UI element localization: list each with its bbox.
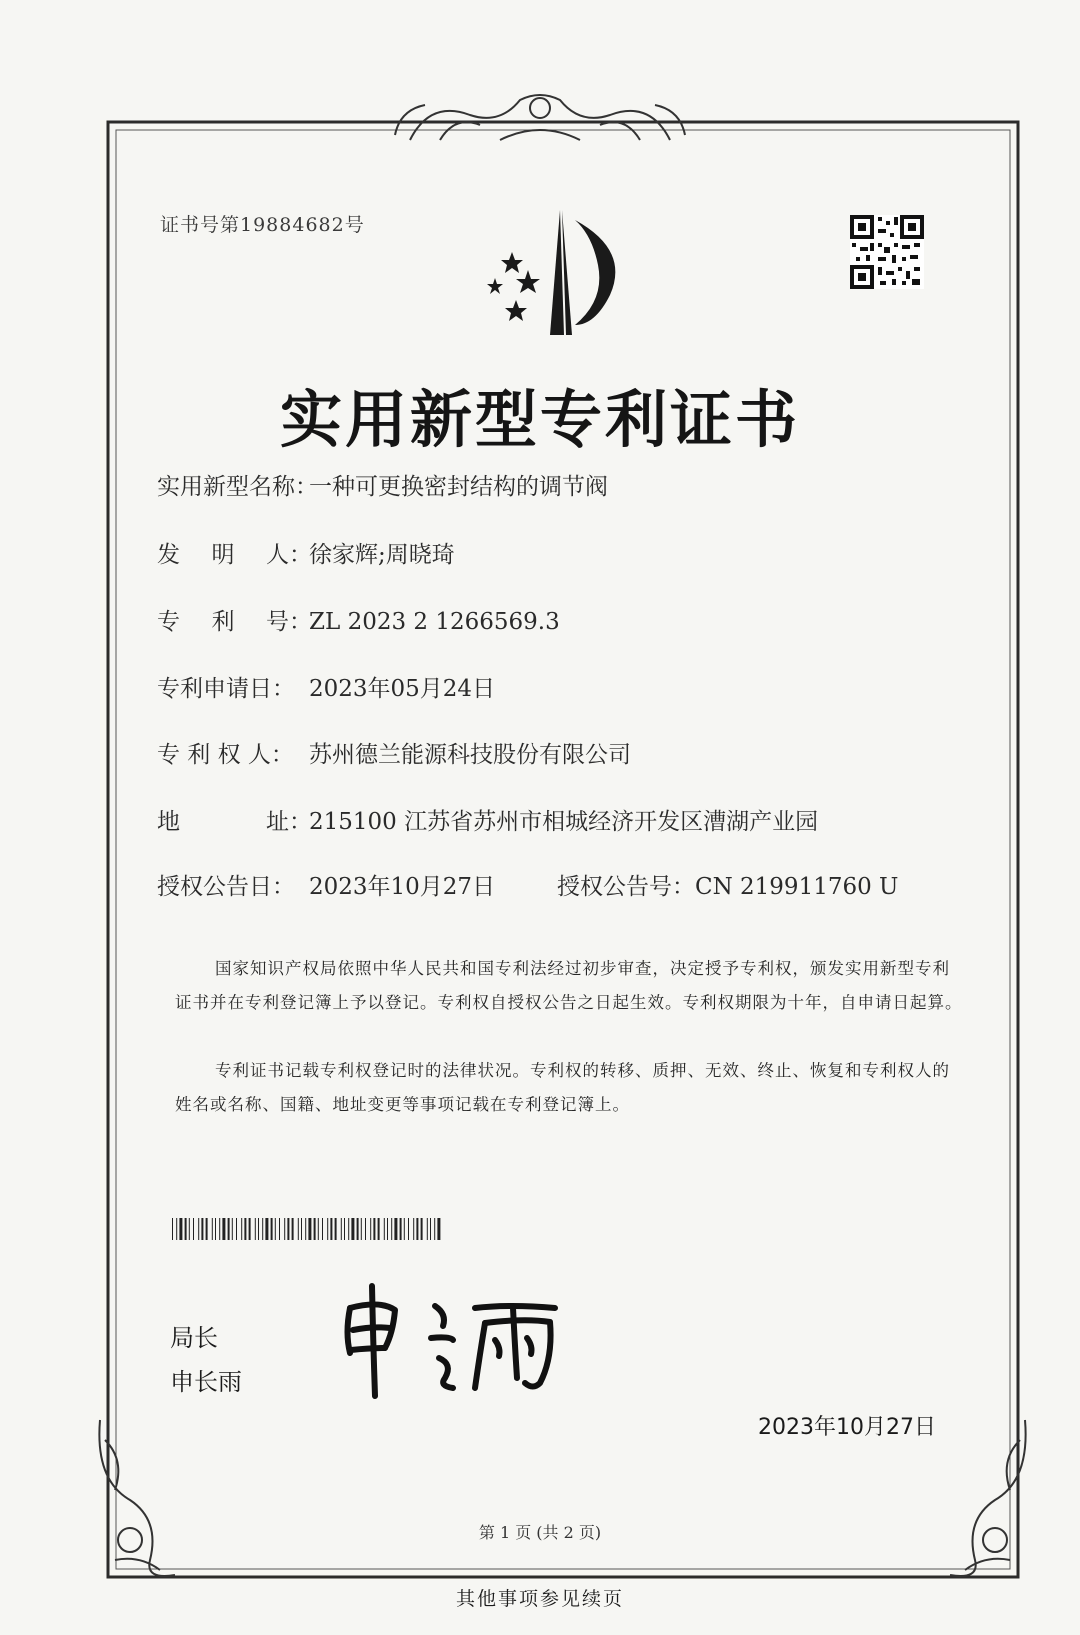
barcode-bar — [258, 1218, 259, 1240]
barcode-bar — [201, 1218, 203, 1240]
grant-date-label: 授权公告日： — [157, 874, 295, 900]
utility-model-name-row — [157, 468, 608, 501]
barcode — [172, 1218, 444, 1240]
barcode-bar — [408, 1218, 409, 1240]
barcode-bar — [206, 1218, 208, 1240]
barcode-bar — [427, 1218, 428, 1240]
barcode-bar — [236, 1218, 237, 1240]
barcode-bar — [249, 1218, 251, 1240]
grant-number-value: CN 219911760 U — [695, 874, 899, 900]
barcode-bar — [391, 1218, 392, 1240]
qr-code — [850, 215, 924, 289]
grant-date-value: 2023年10月27日 — [309, 874, 496, 900]
director-title: 局长 — [170, 1324, 218, 1352]
barcode-bar — [193, 1218, 194, 1240]
barcode-bar — [318, 1218, 319, 1240]
barcode-bar — [421, 1218, 423, 1240]
page-indicator: 第 1 页 (共 2 页) — [478, 1523, 602, 1542]
statement-paragraph-2: 专利证书记载专利权登记时的法律状况。专利权的转移、质押、无效、终止、恢复和专利权人的姓名或名称、国籍、地址变更等事项记载在专利登记簿上。 — [175, 1061, 950, 1114]
grant-date-row — [157, 868, 495, 901]
barcode-bar — [219, 1218, 220, 1240]
continuation-note: 其他事项参见续页 — [455, 1588, 624, 1610]
patent-number-value: ZL 2023 2 1266569.3 — [309, 609, 560, 635]
certificate-number: 证书号第19884682号 — [160, 214, 365, 236]
barcode-bar — [301, 1218, 302, 1240]
barcode-bar — [384, 1218, 385, 1240]
bottom-left-ornament — [99, 1420, 175, 1576]
bottom-right-ornament — [950, 1420, 1026, 1576]
barcode-bar — [344, 1218, 345, 1240]
cnipa-emblem-icon — [480, 200, 630, 340]
barcode-bar — [330, 1218, 332, 1240]
grant-number-label: 授权公告号： — [557, 874, 695, 900]
barcode-bar — [335, 1218, 337, 1240]
barcode-bar — [430, 1218, 431, 1240]
address-row: 地 址 ：215100 江苏省苏州市相城经济开发区漕湖产业园 — [157, 803, 818, 836]
barcode-bar — [215, 1218, 216, 1240]
barcode-bar — [305, 1218, 306, 1240]
barcode-bar — [287, 1218, 289, 1240]
director-name: 申长雨 — [170, 1368, 242, 1396]
filing-date-value: 2023年05月24日 — [309, 676, 496, 702]
address-value: 215100 江苏省苏州市相城经济开发区漕湖产业园 — [309, 809, 819, 835]
barcode-bar — [378, 1218, 380, 1240]
patentee-label: 专 利 权 人： — [157, 742, 294, 768]
patent-number-row: 专 利 号 ：ZL 2023 2 1266569.3 — [157, 603, 560, 636]
barcode-bar — [244, 1218, 246, 1240]
barcode-bar — [341, 1218, 342, 1240]
barcode-bar — [265, 1218, 268, 1240]
barcode-bar — [322, 1218, 323, 1240]
top-ornament — [395, 95, 685, 140]
barcode-bar — [298, 1218, 299, 1240]
utility-model-name-value: 一种可更换密封结构的调节阀 — [309, 474, 608, 500]
barcode-bar — [222, 1218, 225, 1240]
patentee-value: 苏州德兰能源科技股份有限公司 — [309, 742, 631, 768]
barcode-bar — [271, 1218, 273, 1240]
barcode-bar — [255, 1218, 256, 1240]
barcode-bar — [241, 1218, 242, 1240]
barcode-bar — [373, 1218, 375, 1240]
barcode-bar — [348, 1218, 349, 1240]
barcode-bar — [357, 1218, 359, 1240]
certificate-title: 实用新型专利证书 — [279, 383, 800, 456]
barcode-bar — [394, 1218, 397, 1240]
barcode-bar — [351, 1218, 354, 1240]
inventor-label: 发 明 人 — [157, 542, 289, 568]
patent-number-label: 专 利 号 — [157, 609, 289, 635]
barcode-bar — [361, 1218, 362, 1240]
filing-date-label: 专利申请日： — [157, 676, 295, 702]
barcode-bar — [228, 1218, 230, 1240]
barcode-bar — [179, 1218, 182, 1240]
barcode-bar — [212, 1218, 213, 1240]
barcode-bar — [327, 1218, 328, 1240]
patentee-row — [157, 736, 631, 769]
barcode-bar — [400, 1218, 402, 1240]
barcode-bar — [185, 1218, 187, 1240]
barcode-bar — [370, 1218, 371, 1240]
barcode-bar — [416, 1218, 418, 1240]
filing-date-row — [157, 670, 495, 703]
barcode-bar — [365, 1218, 366, 1240]
barcode-bar — [232, 1218, 233, 1240]
director-signature — [335, 1278, 585, 1403]
barcode-bar — [292, 1218, 294, 1240]
barcode-bar — [413, 1218, 414, 1240]
issue-date: 2023年10月27日 — [758, 1415, 936, 1440]
statement-paragraph-1: 国家知识产权局依照中华人民共和国专利法经过初步审查，决定授予专利权，颁发实用新型专利证书并在专利登记簿上予以登记。专利权自授权公告之日起生效。专利权期限为十年，自申请日起算。 — [175, 959, 963, 1012]
barcode-bar — [387, 1218, 388, 1240]
inventor-row: 发 明 人 ：徐家辉;周晓琦 — [157, 536, 455, 569]
barcode-bar — [404, 1218, 405, 1240]
barcode-bar — [198, 1218, 199, 1240]
barcode-bar — [262, 1218, 263, 1240]
barcode-bar — [437, 1218, 440, 1240]
inventor-value: 徐家辉;周晓琦 — [309, 542, 455, 568]
utility-model-name-label: 实用新型名称： — [157, 474, 318, 500]
barcode-bar — [172, 1218, 173, 1240]
barcode-bar — [434, 1218, 435, 1240]
barcode-bar — [189, 1218, 190, 1240]
barcode-bar — [275, 1218, 276, 1240]
barcode-bar — [314, 1218, 316, 1240]
barcode-bar — [284, 1218, 285, 1240]
barcode-bar — [279, 1218, 280, 1240]
barcode-bar — [176, 1218, 177, 1240]
address-label: 地 址 — [157, 809, 289, 835]
grant-number-row — [557, 868, 898, 901]
barcode-bar — [308, 1218, 311, 1240]
